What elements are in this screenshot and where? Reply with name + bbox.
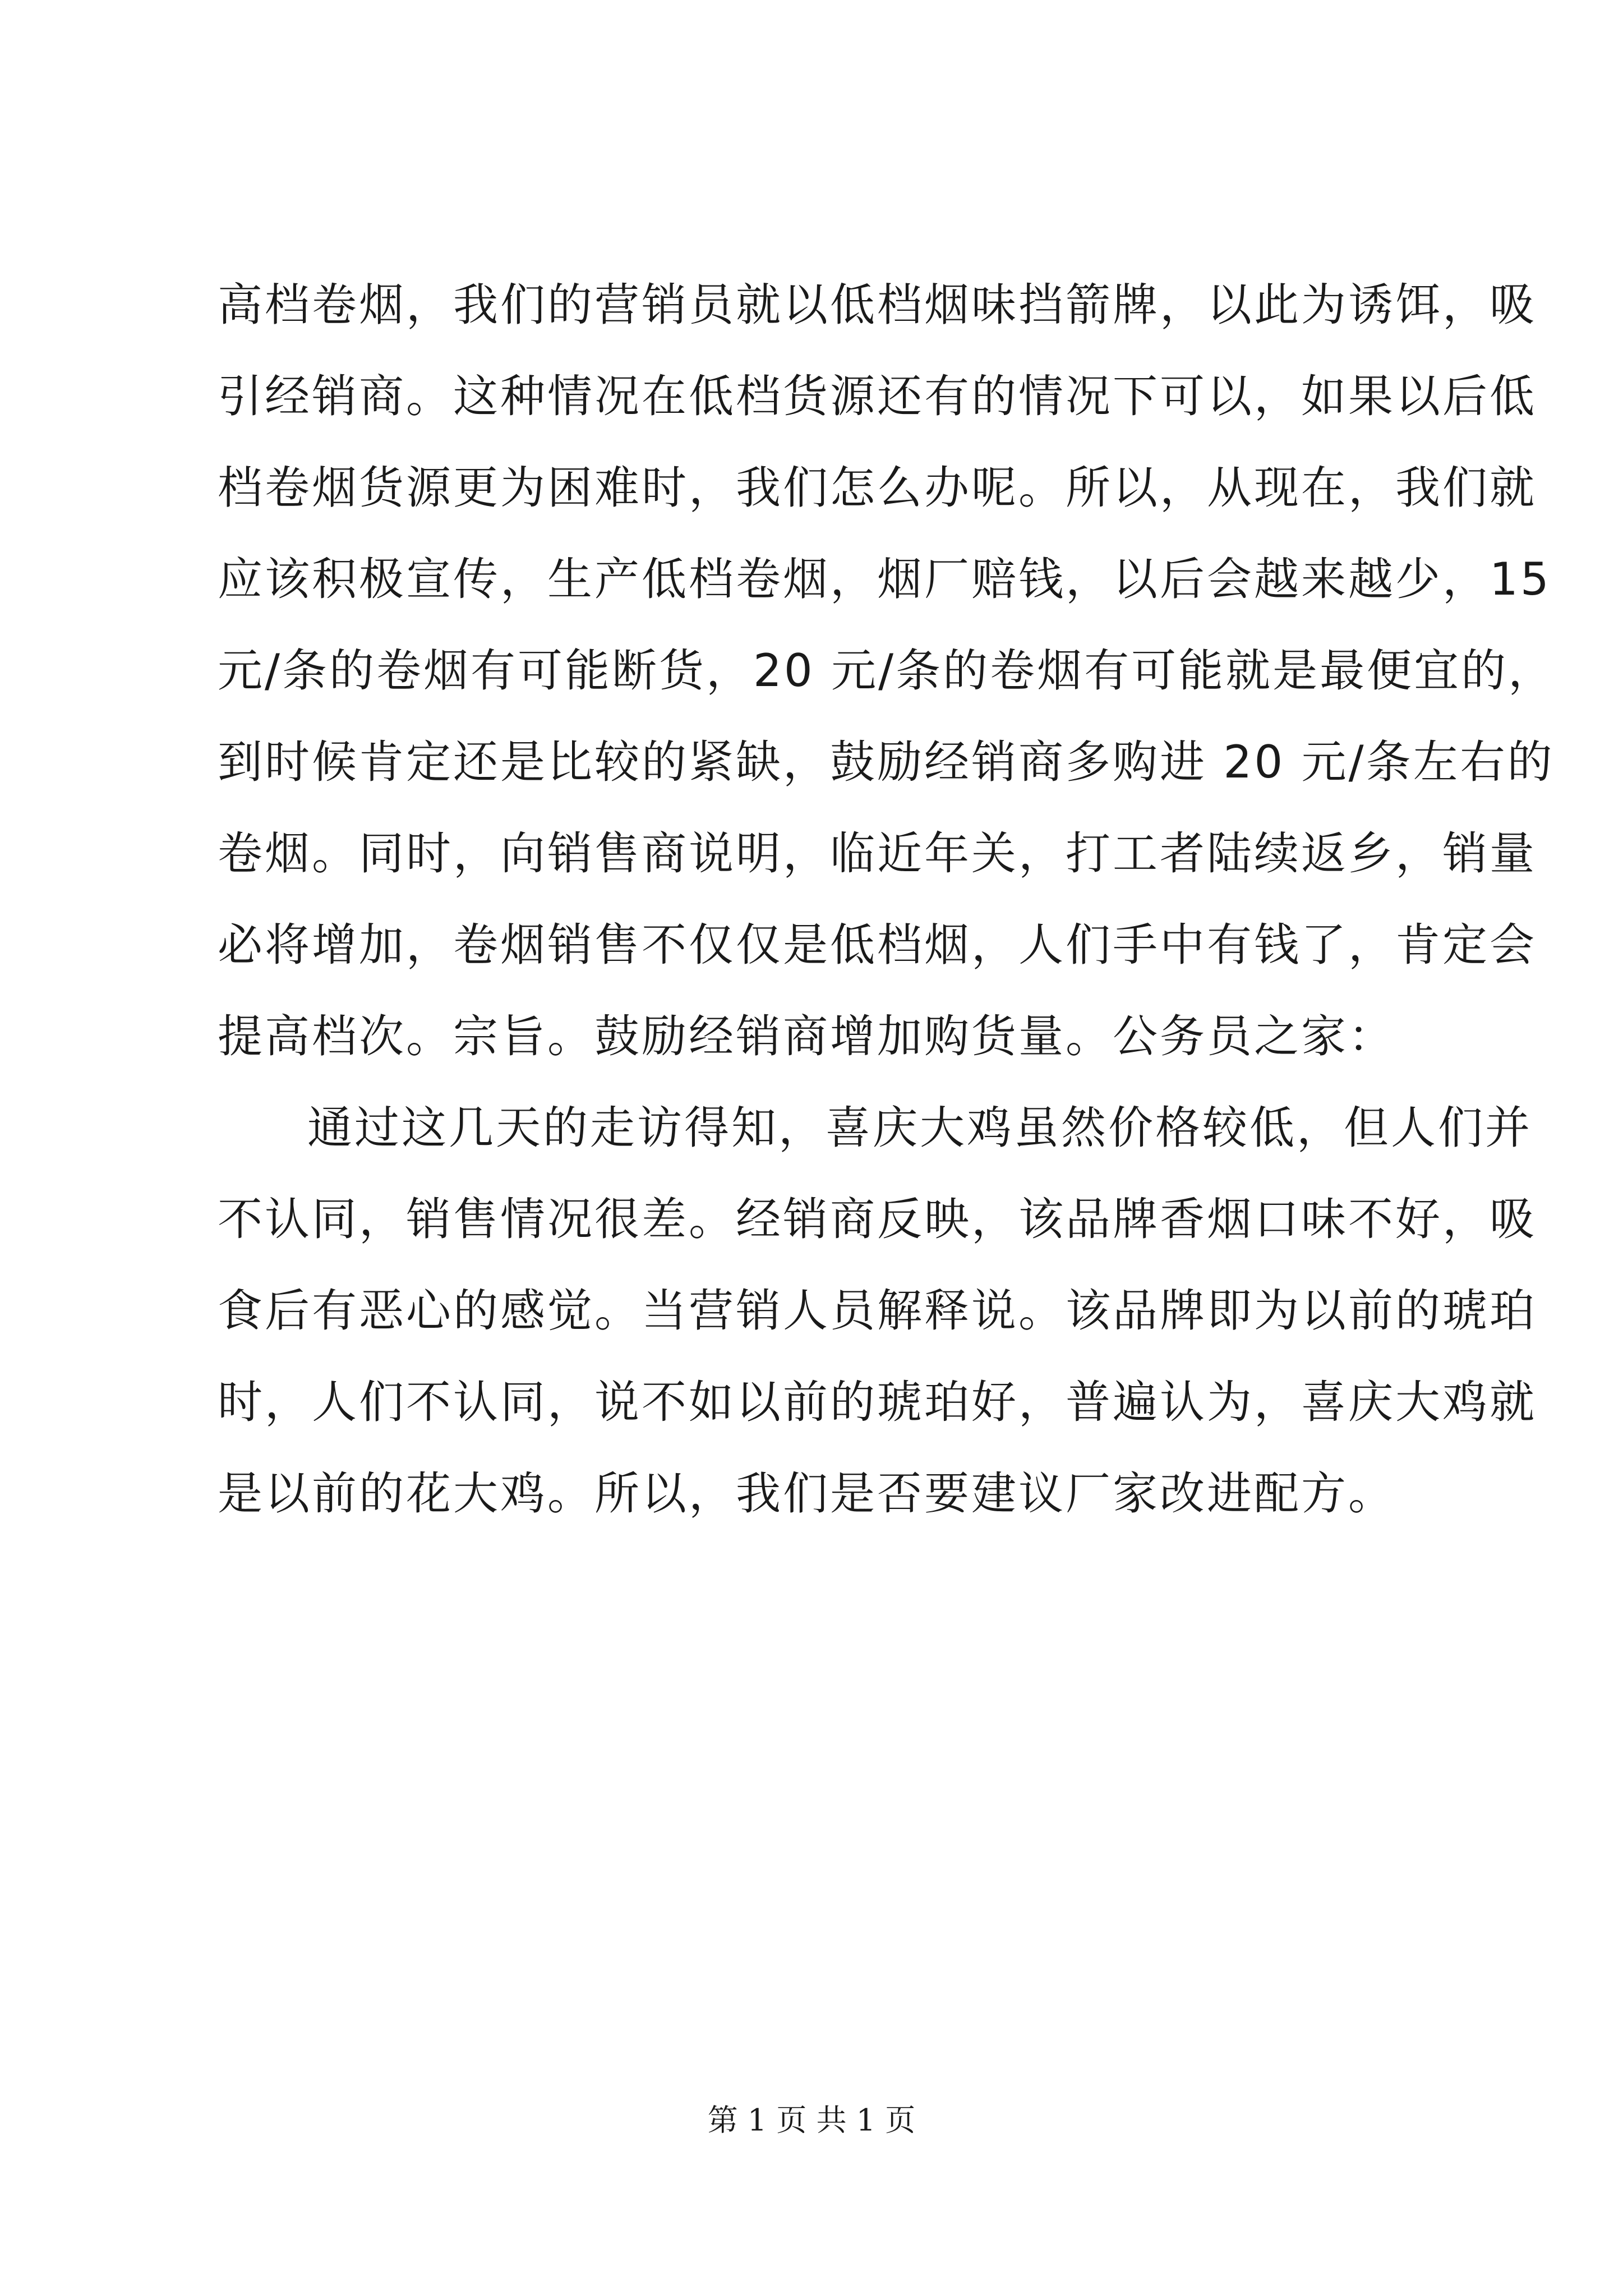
paragraph-line: 引经销商。这种情况在低档货源还有的情况下可以，如果以后低 (218, 370, 1537, 422)
document-body (218, 259, 1556, 1539)
paragraph-line: 不认同，销售情况很差。经销商反映，该品牌香烟口味不好，吸 (218, 1193, 1537, 1245)
page-number-footer: 第 1 页 共 1 页 (707, 2102, 916, 2138)
paragraph-line: 是以前的花大鸡。所以，我们是否要建议厂家改进配方。 (218, 1467, 1395, 1520)
paragraph-line: 元/条的卷烟有可能断货，20 元/条的卷烟有可能就是最便宜的， (218, 645, 1556, 697)
paragraph-line: 时，人们不认同，说不如以前的琥珀好，普遍认为，喜庆大鸡就 (218, 1376, 1537, 1428)
paragraph-line: 卷烟。同时，向销售商说明，临近年关，打工者陆续返乡，销量 (218, 827, 1537, 880)
paragraph-line: 必将增加，卷烟销售不仅仅是低档烟，人们手中有钱了，肯定会 (218, 919, 1537, 971)
paragraph-line: 档卷烟货源更为困难时，我们怎么办呢。所以，从现在，我们就 (218, 462, 1537, 514)
paragraph-line: 到时候肯定还是比较的紧缺，鼓励经销商多购进 20 元/条左右的 (218, 736, 1555, 788)
paragraph-line: 提高档次。宗旨。鼓励经销商增加购货量。公务员之家： (218, 1010, 1395, 1062)
paragraph-line: 食后有恶心的感觉。当营销人员解释说。该品牌即为以前的琥珀 (218, 1285, 1537, 1337)
paragraph-line-indented: 通过这几天的走访得知，喜庆大鸡虽然价格较低，但人们并 (307, 1102, 1532, 1154)
paragraph-line: 高档卷烟，我们的营销员就以低档烟味挡箭牌，以此为诱饵，吸 (218, 279, 1537, 331)
paragraph-line: 应该积极宣传，生产低档卷烟，烟厂赔钱，以后会越来越少，15 (218, 553, 1551, 605)
